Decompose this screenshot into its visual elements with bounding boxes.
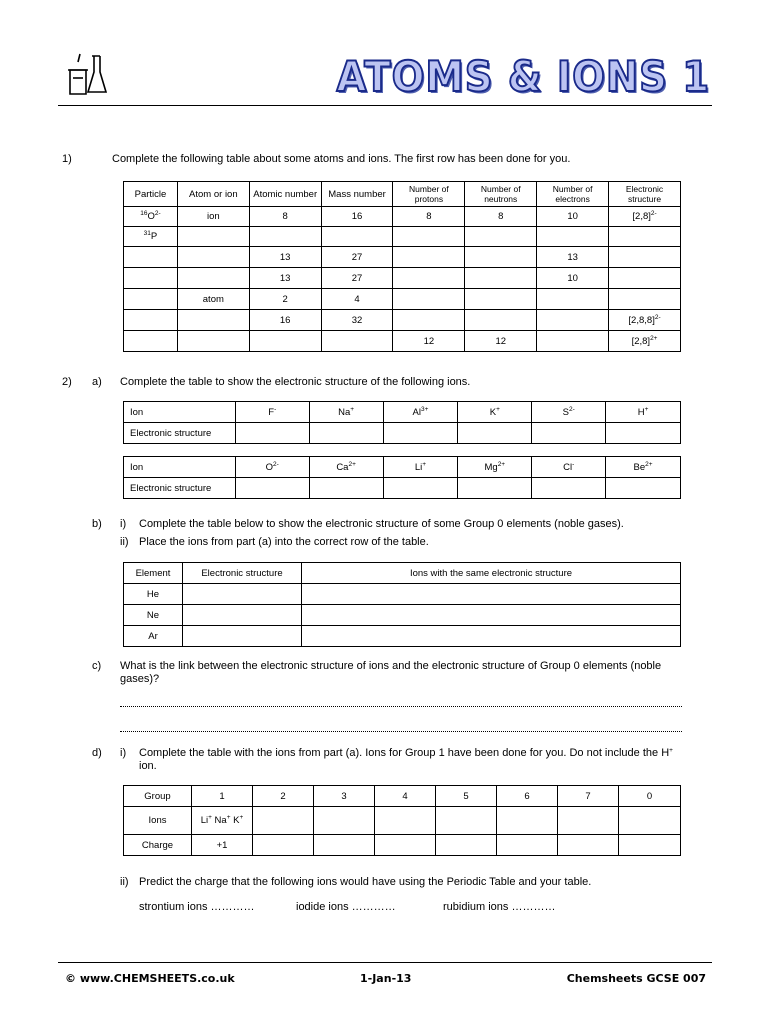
es-label: Electronic structure bbox=[124, 478, 236, 499]
ions-label: Ions bbox=[124, 807, 192, 835]
answer-cell[interactable] bbox=[383, 423, 458, 444]
header-cell: Number of electrons bbox=[537, 182, 609, 207]
group-cell: 0 bbox=[619, 786, 681, 807]
answer-cell[interactable] bbox=[606, 423, 681, 444]
answer-cell[interactable] bbox=[177, 331, 249, 352]
predict-strontium[interactable]: strontium ions ………… bbox=[139, 901, 255, 913]
answer-cell[interactable] bbox=[465, 227, 537, 247]
atomic-number-cell: 2 bbox=[249, 289, 321, 310]
q2a-text: Complete the table to show the electronic structure of the following ions. bbox=[120, 376, 471, 388]
answer-cell[interactable] bbox=[458, 423, 532, 444]
q2b-i: i) bbox=[120, 518, 127, 530]
answer-cell[interactable] bbox=[609, 289, 681, 310]
answer-cell[interactable] bbox=[124, 247, 178, 268]
electrons-cell: 10 bbox=[537, 207, 609, 227]
answer-cell[interactable] bbox=[609, 268, 681, 289]
answer-cell[interactable] bbox=[393, 268, 465, 289]
ion-cell: K+ bbox=[458, 402, 532, 423]
answer-cell[interactable] bbox=[497, 807, 558, 835]
answer-cell[interactable] bbox=[465, 247, 537, 268]
table-row bbox=[124, 227, 681, 247]
answer-cell[interactable] bbox=[309, 423, 383, 444]
answer-cell[interactable] bbox=[436, 835, 497, 856]
q1-table bbox=[123, 181, 681, 352]
answer-cell[interactable] bbox=[609, 247, 681, 268]
table-row bbox=[124, 310, 681, 331]
mass-number-cell: 32 bbox=[321, 310, 393, 331]
atomic-number-cell: 13 bbox=[249, 268, 321, 289]
answer-cell[interactable] bbox=[177, 247, 249, 268]
mass-number-cell: 27 bbox=[321, 247, 393, 268]
footer-rule bbox=[58, 962, 712, 963]
q2d-i: i) bbox=[120, 747, 127, 759]
noble-gas-table bbox=[123, 562, 681, 647]
table-row bbox=[124, 207, 681, 227]
q2d-ii: ii) bbox=[120, 876, 129, 888]
answer-cell[interactable] bbox=[532, 423, 606, 444]
lab-glassware-icon bbox=[66, 52, 110, 98]
group-cell: 4 bbox=[375, 786, 436, 807]
answer-cell[interactable] bbox=[532, 478, 606, 499]
q2d-ii-text: Predict the charge that the following ions would have using the Periodic Table and your table. bbox=[139, 876, 592, 888]
ion-label: Ion bbox=[124, 402, 236, 423]
ion-cell: $Ca^{2+}$ bbox=[309, 457, 383, 478]
footer-code: Chemsheets GCSE 007 bbox=[566, 972, 706, 985]
ion-cell: Na+ bbox=[309, 402, 383, 423]
group-table bbox=[123, 785, 681, 856]
answer-cell[interactable] bbox=[619, 807, 681, 835]
answer-cell[interactable] bbox=[124, 310, 178, 331]
element-cell: He bbox=[124, 584, 183, 605]
particle-cell: $^{31}$P bbox=[124, 227, 178, 247]
ion-cell: Li+ bbox=[383, 457, 458, 478]
answer-cell[interactable] bbox=[458, 478, 532, 499]
answer-line[interactable] bbox=[120, 731, 682, 732]
answer-cell[interactable] bbox=[314, 807, 375, 835]
atomic-number-cell: 16 bbox=[249, 310, 321, 331]
answer-cell[interactable] bbox=[309, 478, 383, 499]
header-cell: Ions with the same electronic structure bbox=[302, 563, 681, 584]
answer-cell[interactable] bbox=[183, 584, 302, 605]
predict-rubidium[interactable]: rubidium ions ………… bbox=[443, 901, 556, 913]
q2c-part: c) bbox=[92, 660, 102, 672]
electrons-cell: 10 bbox=[537, 268, 609, 289]
protons-cell: 8 bbox=[393, 207, 465, 227]
ion-cell: $Mg^{2+}$ bbox=[458, 457, 532, 478]
ion-cell: $Al^{3+}$ bbox=[383, 402, 458, 423]
element-cell: Ar bbox=[124, 626, 183, 647]
answer-cell[interactable] bbox=[235, 478, 309, 499]
protons-cell: 12 bbox=[393, 331, 465, 352]
answer-cell[interactable] bbox=[302, 584, 681, 605]
electrons-cell: 13 bbox=[537, 247, 609, 268]
group-label: Group bbox=[124, 786, 192, 807]
answer-cell[interactable] bbox=[619, 835, 681, 856]
atom-or-ion-cell: atom bbox=[177, 289, 249, 310]
table-row bbox=[124, 247, 681, 268]
answer-cell[interactable] bbox=[393, 310, 465, 331]
charge-label: Charge bbox=[124, 835, 192, 856]
answer-cell[interactable] bbox=[465, 289, 537, 310]
header-cell: Electronic structure bbox=[609, 182, 681, 207]
table-row bbox=[124, 584, 681, 605]
es-label: Electronic structure bbox=[124, 423, 236, 444]
answer-cell[interactable] bbox=[235, 423, 309, 444]
ion-table-1 bbox=[123, 401, 681, 444]
ion-cell: $O^{2-}$ bbox=[235, 457, 309, 478]
q2b-ii-text: Place the ions from part (a) into the correct row of the table. bbox=[139, 536, 429, 548]
answer-cell[interactable] bbox=[302, 626, 681, 647]
structure-cell: $[2,8]^{2+}$ bbox=[609, 331, 681, 352]
group1-ions-cell: Li+ Na+ K+ bbox=[192, 807, 253, 835]
ion-label: Ion bbox=[124, 457, 236, 478]
header-cell: Atom or ion bbox=[177, 182, 249, 207]
q2d-i-text: Complete the table with the ions from part (a). Ions for Group 1 have been done for you. Do not include the H+ ion. bbox=[139, 747, 673, 772]
predict-iodide[interactable]: iodide ions ………… bbox=[296, 901, 396, 913]
ion-cell: F- bbox=[235, 402, 309, 423]
answer-cell[interactable] bbox=[253, 835, 314, 856]
answer-cell[interactable] bbox=[537, 331, 609, 352]
group-cell: 1 bbox=[192, 786, 253, 807]
answer-cell[interactable] bbox=[183, 626, 302, 647]
answer-cell[interactable] bbox=[537, 289, 609, 310]
answer-cell[interactable] bbox=[375, 807, 436, 835]
atomic-number-cell: 8 bbox=[249, 207, 321, 227]
header-cell: Number of protons bbox=[393, 182, 465, 207]
mass-number-cell: 16 bbox=[321, 207, 393, 227]
q2a-part: a) bbox=[92, 376, 102, 388]
answer-cell[interactable] bbox=[393, 289, 465, 310]
answer-cell[interactable] bbox=[436, 807, 497, 835]
ion-cell: Cl- bbox=[532, 457, 606, 478]
group-cell: 6 bbox=[497, 786, 558, 807]
neutrons-cell: 12 bbox=[465, 331, 537, 352]
atomic-number-cell: 13 bbox=[249, 247, 321, 268]
element-cell: Ne bbox=[124, 605, 183, 626]
q2c-text: What is the link between the electronic structure of ions and the electronic structure of Group 0 elements (noble gases)? bbox=[120, 660, 662, 685]
answer-cell[interactable] bbox=[558, 835, 619, 856]
answer-cell[interactable] bbox=[177, 310, 249, 331]
particle-cell: $^{16}O^{2-}$ bbox=[124, 207, 178, 227]
header-cell: Electronic structure bbox=[183, 563, 302, 584]
answer-cell[interactable] bbox=[393, 227, 465, 247]
q2b-ii: ii) bbox=[120, 536, 129, 548]
answer-cell[interactable] bbox=[465, 268, 537, 289]
answer-cell[interactable] bbox=[393, 247, 465, 268]
q2b-i-text: Complete the table below to show the electronic structure of some Group 0 elements (noble gases). bbox=[139, 518, 624, 530]
answer-cell[interactable] bbox=[124, 331, 178, 352]
answer-cell[interactable] bbox=[124, 268, 178, 289]
table-row bbox=[124, 289, 681, 310]
answer-cell[interactable] bbox=[375, 835, 436, 856]
group-cell: 3 bbox=[314, 786, 375, 807]
table-row bbox=[124, 268, 681, 289]
mass-number-cell: 4 bbox=[321, 289, 393, 310]
header-cell: Element bbox=[124, 563, 183, 584]
q1-text: Complete the following table about some atoms and ions. The first row has been done for you. bbox=[112, 153, 571, 165]
answer-cell[interactable] bbox=[183, 605, 302, 626]
answer-cell[interactable] bbox=[253, 807, 314, 835]
ion-cell: H+ bbox=[606, 402, 681, 423]
answer-line[interactable] bbox=[120, 706, 682, 707]
answer-cell[interactable] bbox=[383, 478, 458, 499]
q2-number: 2) bbox=[62, 376, 72, 388]
answer-cell[interactable] bbox=[606, 478, 681, 499]
page-title: ATOMS & IONS 1 bbox=[336, 52, 710, 101]
answer-cell[interactable] bbox=[609, 227, 681, 247]
answer-cell[interactable] bbox=[177, 268, 249, 289]
mass-number-cell: 27 bbox=[321, 268, 393, 289]
answer-cell[interactable] bbox=[249, 227, 321, 247]
table-row bbox=[124, 331, 681, 352]
answer-cell[interactable] bbox=[537, 310, 609, 331]
answer-cell[interactable] bbox=[497, 835, 558, 856]
atom-or-ion-cell: ion bbox=[177, 207, 249, 227]
table-row bbox=[124, 605, 681, 626]
header-cell: Mass number bbox=[321, 182, 393, 207]
ion-cell: $Be^{2+}$ bbox=[606, 457, 681, 478]
header-rule bbox=[58, 105, 712, 106]
q2b-part: b) bbox=[92, 518, 102, 530]
header-cell: Number of neutrons bbox=[465, 182, 537, 207]
group-cell: 2 bbox=[253, 786, 314, 807]
header-cell: Particle bbox=[124, 182, 178, 207]
answer-cell[interactable] bbox=[249, 331, 321, 352]
answer-cell[interactable] bbox=[321, 331, 393, 352]
q1-number: 1) bbox=[62, 153, 72, 165]
structure-cell: $[2,8,8]^{2-}$ bbox=[609, 310, 681, 331]
group-cell: 7 bbox=[558, 786, 619, 807]
answer-cell[interactable] bbox=[465, 310, 537, 331]
header-cell: Atomic number bbox=[249, 182, 321, 207]
answer-cell[interactable] bbox=[314, 835, 375, 856]
footer-date: 1-Jan-13 bbox=[360, 972, 412, 985]
answer-cell[interactable] bbox=[177, 227, 249, 247]
q2d-part: d) bbox=[92, 747, 102, 759]
ion-cell: $S^{2-}$ bbox=[532, 402, 606, 423]
answer-cell[interactable] bbox=[537, 227, 609, 247]
answer-cell[interactable] bbox=[558, 807, 619, 835]
neutrons-cell: 8 bbox=[465, 207, 537, 227]
table-row bbox=[124, 626, 681, 647]
structure-cell: $[2,8]^{2-}$ bbox=[609, 207, 681, 227]
ion-table-2 bbox=[123, 456, 681, 499]
answer-cell[interactable] bbox=[302, 605, 681, 626]
footer-website: © www.CHEMSHEETS.co.uk bbox=[65, 972, 235, 985]
answer-cell[interactable] bbox=[321, 227, 393, 247]
group-cell: 5 bbox=[436, 786, 497, 807]
answer-cell[interactable] bbox=[124, 289, 178, 310]
group1-charge-cell: +1 bbox=[192, 835, 253, 856]
